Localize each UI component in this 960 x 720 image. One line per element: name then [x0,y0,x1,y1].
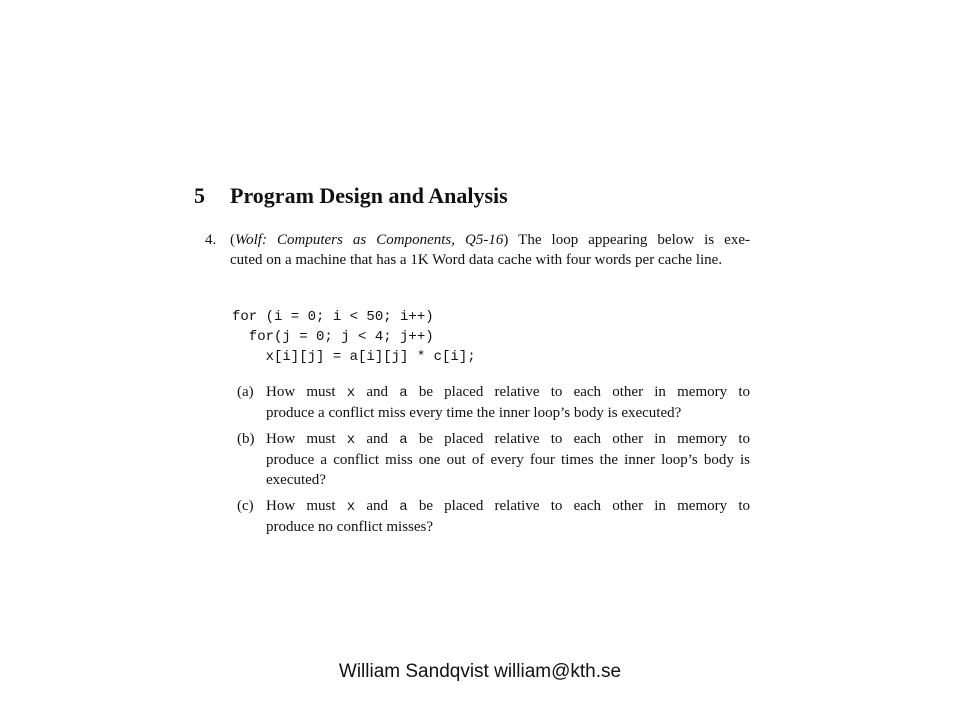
subpart-b [237,429,750,490]
problem-intro-first-line: The loop appearing below is exe- [518,232,750,248]
problem-number: 4. [205,232,217,248]
variable-x: x [346,385,356,401]
subpart-c [237,496,750,537]
subpart-label: (a) [237,384,254,400]
subpart-text-rest: produce no conflict misses? [266,519,434,535]
subpart-text-mid: and [355,498,400,514]
variable-x: x [346,432,356,448]
subpart-text-rest: produce a conflict miss one out of every four times the inner loop’s body is executed? [266,452,750,488]
section-title: Program Design and Analysis [230,183,508,208]
subpart-label: (c) [237,498,254,514]
subpart-text-mid: and [355,431,400,447]
subpart-text-post: be placed relative to each other in memory to [407,384,750,400]
problem-statement [230,230,750,270]
subpart-first-line [266,429,750,450]
variable-a: a [399,432,408,448]
subpart-text-pre: How must [266,498,347,514]
subpart-text [266,496,750,537]
variable-a: a [399,385,408,401]
code-line: for(j = 0; j < 4; j++) [232,329,434,345]
subparts-list [237,382,750,543]
subpart-first-line [266,496,750,517]
subpart-text [266,429,750,490]
subpart-first-line [266,382,750,403]
variable-x: x [346,499,356,515]
subpart-a [237,382,750,423]
subpart-text-pre: How must [266,384,347,400]
code-line: x[i][j] = a[i][j] * c[i]; [232,349,476,365]
code-block [232,307,476,367]
variable-a: a [399,499,408,515]
subpart-text-mid: and [355,384,400,400]
footer-author: William Sandqvist william@kth.se [338,661,622,682]
subpart-text [266,382,750,423]
subpart-text-post: be placed relative to each other in memory to [407,498,750,514]
section-number: 5 [194,183,205,208]
code-line: for (i = 0; i < 50; i++) [232,309,434,325]
section-heading [194,181,508,211]
subpart-text-post: be placed relative to each other in memory to [407,431,750,447]
subpart-label: (b) [237,431,255,447]
problem-source: Wolf: Computers as Components, Q5-16 [235,232,504,248]
problem-statement-first-line: (Wolf: Computers as Components, Q5-16) The loop appearing below is exe- [230,232,750,248]
subpart-text-rest: produce a conflict miss every time the inner loop’s body is executed? [266,405,682,421]
problem-intro-rest: cuted on a machine that has a 1K Word data cache with four words per cache line. [230,252,723,268]
subpart-text-pre: How must [266,431,347,447]
